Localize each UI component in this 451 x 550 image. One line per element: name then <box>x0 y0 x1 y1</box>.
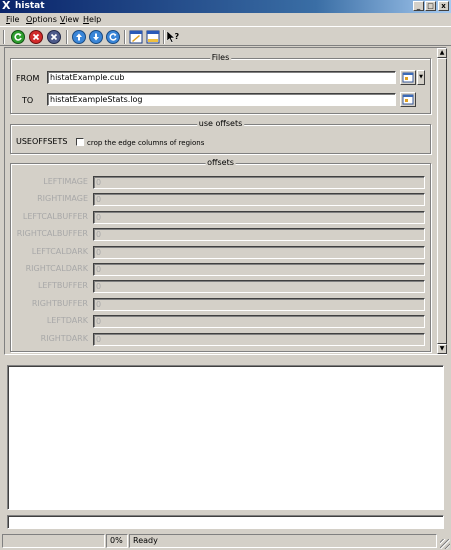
maximize-button[interactable]: □ <box>425 1 436 11</box>
offset-input-rightdark[interactable]: 0 <box>93 333 425 346</box>
menu-file[interactable]: File <box>6 15 20 24</box>
useoffsets-label: USEOFFSETS <box>16 137 68 146</box>
useoffsets-checkbox[interactable] <box>76 138 84 146</box>
offset-input-leftimage[interactable]: 0 <box>93 176 425 189</box>
offset-input-leftdark[interactable]: 0 <box>93 315 425 328</box>
file-browse-icon <box>401 93 415 106</box>
from-input[interactable]: histatExample.cub <box>47 71 396 84</box>
exit-icon[interactable] <box>47 30 61 44</box>
app-icon: X <box>2 0 11 12</box>
to-browse-button[interactable] <box>400 92 416 107</box>
menu-help[interactable]: Help <box>83 15 102 24</box>
toolbar-separator <box>66 30 68 44</box>
toolbar-separator <box>124 30 126 44</box>
close-button[interactable]: x <box>438 1 449 11</box>
offset-label-rightbuffer: RIGHTBUFFER <box>31 298 88 308</box>
offset-input-rightbuffer[interactable]: 0 <box>93 298 425 311</box>
scroll-up-arrow[interactable]: ▲ <box>437 48 447 58</box>
useoffsets-checkbox-label[interactable]: crop the edge columns of regions <box>87 139 205 147</box>
from-browse-button[interactable] <box>400 70 416 85</box>
use-offsets-group <box>10 119 431 154</box>
resize-grip[interactable] <box>440 539 450 549</box>
scroll-thumb[interactable] <box>437 58 447 344</box>
scroll-down-arrow[interactable]: ▼ <box>437 344 447 354</box>
use-offsets-group-title: use offsets <box>198 119 243 128</box>
progress-text: 0% <box>106 534 128 548</box>
offset-input-leftcaldark[interactable]: 0 <box>93 246 425 259</box>
offset-label-rightcaldark: RIGHTCALDARK <box>25 264 88 273</box>
offset-input-rightcalbuffer[interactable]: 0 <box>93 228 425 241</box>
menu-options[interactable]: Options <box>26 15 57 24</box>
status-message: Ready <box>129 534 437 548</box>
offset-label-rightimage: RIGHTIMAGE <box>37 194 88 204</box>
whats-this-icon[interactable] <box>166 30 180 44</box>
menu-view[interactable]: View <box>60 15 79 24</box>
to-input[interactable]: histatExampleStats.log <box>47 93 396 106</box>
reset-icon[interactable] <box>106 30 120 44</box>
window-icon[interactable] <box>146 30 160 44</box>
offsets-group-title: offsets <box>207 158 234 167</box>
toolbar <box>0 26 451 46</box>
title-bar[interactable] <box>0 0 451 13</box>
to-label: TO <box>22 96 34 105</box>
vertical-scrollbar[interactable] <box>437 48 447 354</box>
svg-text:?: ? <box>174 32 180 41</box>
offset-label-rightcalbuffer: RIGHTCALBUFFER <box>16 229 88 239</box>
log-output-area[interactable] <box>7 365 444 510</box>
offset-label-leftimage: LEFTIMAGE <box>43 177 88 186</box>
run-icon[interactable] <box>11 30 25 44</box>
from-label: FROM <box>16 74 40 83</box>
offset-input-leftcalbuffer[interactable]: 0 <box>93 211 425 224</box>
status-panel-blank <box>2 534 105 548</box>
file-browse-icon <box>401 71 415 84</box>
toolbar-separator <box>3 30 5 44</box>
stop-icon[interactable] <box>29 30 43 44</box>
offset-label-leftdark: LEFTDARK <box>46 316 88 326</box>
window-title: histat <box>15 1 45 11</box>
toolbar-separator <box>163 30 165 44</box>
offset-input-rightcaldark[interactable]: 0 <box>93 263 425 276</box>
minimize-button[interactable]: _ <box>413 1 424 11</box>
offset-label-leftbuffer: LEFTBUFFER <box>37 281 88 291</box>
menu-bar <box>0 13 451 26</box>
offset-label-leftcalbuffer: LEFTCALBUFFER <box>22 211 88 221</box>
status-bar <box>0 532 451 550</box>
from-dropdown-arrow[interactable]: ▼ <box>417 70 425 85</box>
command-line-input[interactable] <box>7 515 444 529</box>
offset-label-leftcaldark: LEFTCALDARK <box>31 246 88 256</box>
files-group-title: Files <box>211 53 230 62</box>
offset-label-rightdark: RIGHTDARK <box>40 333 88 343</box>
offset-input-rightimage[interactable]: 0 <box>93 193 425 206</box>
arrow-up-icon[interactable] <box>72 30 86 44</box>
edit-icon[interactable] <box>129 30 143 44</box>
arrow-down-icon[interactable] <box>89 30 103 44</box>
offset-input-leftbuffer[interactable]: 0 <box>93 280 425 293</box>
